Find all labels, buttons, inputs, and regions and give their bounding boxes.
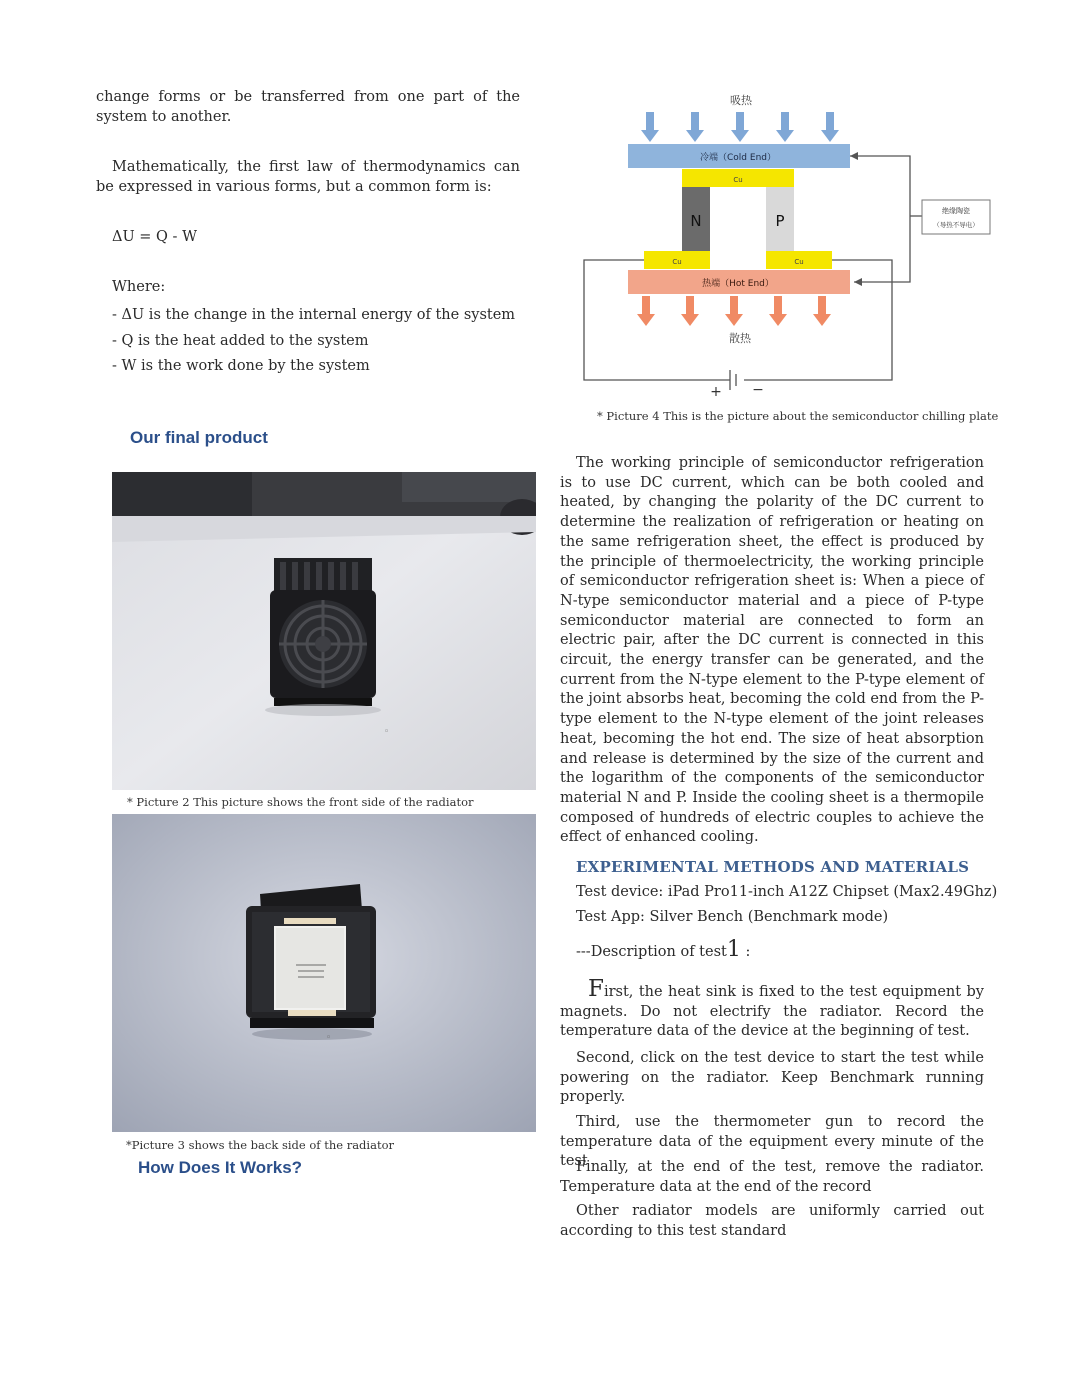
where-item: - W is the work done by the system <box>112 358 370 374</box>
first-initial: F <box>588 976 604 1002</box>
radiator-front-photo <box>112 472 536 790</box>
equation: ΔU = Q - W <box>112 229 197 245</box>
cu-left-label: Cu <box>672 258 682 266</box>
desc-prefix: ---Description of test <box>576 944 727 960</box>
step-other: Other radiator models are uniformly carried out according to this test standard <box>560 1203 984 1239</box>
battery-plus: + <box>710 384 722 398</box>
p-label: P <box>775 212 785 230</box>
where-item: - ΔU is the change in the internal energy of the system <box>112 307 516 323</box>
intro-paragraph: change forms or be transferred from one part of the system to another. <box>96 89 520 125</box>
desc-number: 1 <box>726 937 741 962</box>
insulation-sublabel: （导热不导电） <box>933 221 979 229</box>
hot-end-label: 热端（Hot End） <box>702 279 774 289</box>
svg-text:◦: ◦ <box>326 1033 332 1043</box>
test-description-line <box>576 937 751 963</box>
step-finally: Finally, at the end of the test, remove the radiator. Temperature data at the end of the record <box>560 1159 984 1195</box>
n-label: N <box>690 212 702 230</box>
math-paragraph: Mathematically, the first law of thermodynamics can be expressed in various forms, but a common form is: <box>96 159 520 195</box>
dissipate-heat-label: 散热 <box>729 332 751 345</box>
test-app: Test App: Silver Bench (Benchmark mode) <box>576 909 889 925</box>
svg-text:◦: ◦ <box>384 727 390 737</box>
radiator-back-photo <box>112 814 536 1132</box>
first-text: irst, the heat sink is fixed to the test equipment by magnets. Do not electrify the radiator. Record the temperature data of the device at the beginning of test. <box>560 984 984 1040</box>
picture3-caption: *Picture 3 shows the back side of the radiator <box>126 1138 394 1152</box>
hot-arrows <box>637 296 831 326</box>
where-item: - Q is the heat added to the system <box>112 332 369 349</box>
where-label: Where: <box>112 279 166 295</box>
cold-end-label: 冷端（Cold End） <box>700 153 776 163</box>
working-principle-paragraph: The working principle of semiconductor refrigeration is to use DC current, which can be both cooled and heated, by changing the polarity of the DC current to determine the realization of refrigeration or heating on the same refrigeration sheet, the effect is produced by the principle of thermoelectricity, the working principle of semiconductor refrigeration sheet is: When a piece of N-type semiconductor material and a piece of P-type semiconductor material are connected to form an electric pair, after the DC current is connected in this circuit, the energy transfer can be generated, and the current from the N-type element to the P-type element of the joint absorbs heat, becoming the cold end from the P-type element to the N-type element of the joint releases heat, becoming the hot end. The size of heat absorption and release is determined by the size of the current and the logarithm of the components of the semiconductor material N and P. Inside the cooling sheet is a thermopile composed of hundreds of electric couples to achieve the effect of enhanced cooling. <box>560 455 984 846</box>
step-second: Second, click on the test device to start the test while powering on the radiator. Keep Benchmark running properly. <box>560 1050 984 1106</box>
final-product-heading: Our final product <box>130 428 268 447</box>
picture4-caption: * Picture 4 This is the picture about the semiconductor chilling plate <box>597 409 999 423</box>
absorb-heat-label: 吸热 <box>730 94 752 107</box>
arrow-to-cold <box>850 152 858 160</box>
methods-heading: EXPERIMENTAL METHODS AND MATERIALS <box>576 858 970 876</box>
semiconductor-diagram <box>570 88 1000 398</box>
how-heading: How Does It Works? <box>138 1158 303 1177</box>
test-device: Test device: iPad Pro11-inch A12Z Chipset (Max2.49Ghz) <box>576 884 998 900</box>
picture2-caption: * Picture 2 This picture shows the front side of the radiator <box>127 795 474 809</box>
step-third: Third, use the thermometer gun to record the temperature data of the equipment every minute of the test <box>560 1114 984 1170</box>
desc-suffix: : <box>740 944 751 960</box>
cu-top-label: Cu <box>733 176 743 184</box>
insulation-label: 绝缘陶瓷 <box>942 207 970 215</box>
cu-right-label: Cu <box>794 258 804 266</box>
where-list <box>112 303 515 380</box>
arrow-to-hot <box>854 278 862 286</box>
cold-arrows <box>641 112 839 142</box>
battery-minus: − <box>752 382 764 398</box>
step-first <box>560 976 984 1042</box>
